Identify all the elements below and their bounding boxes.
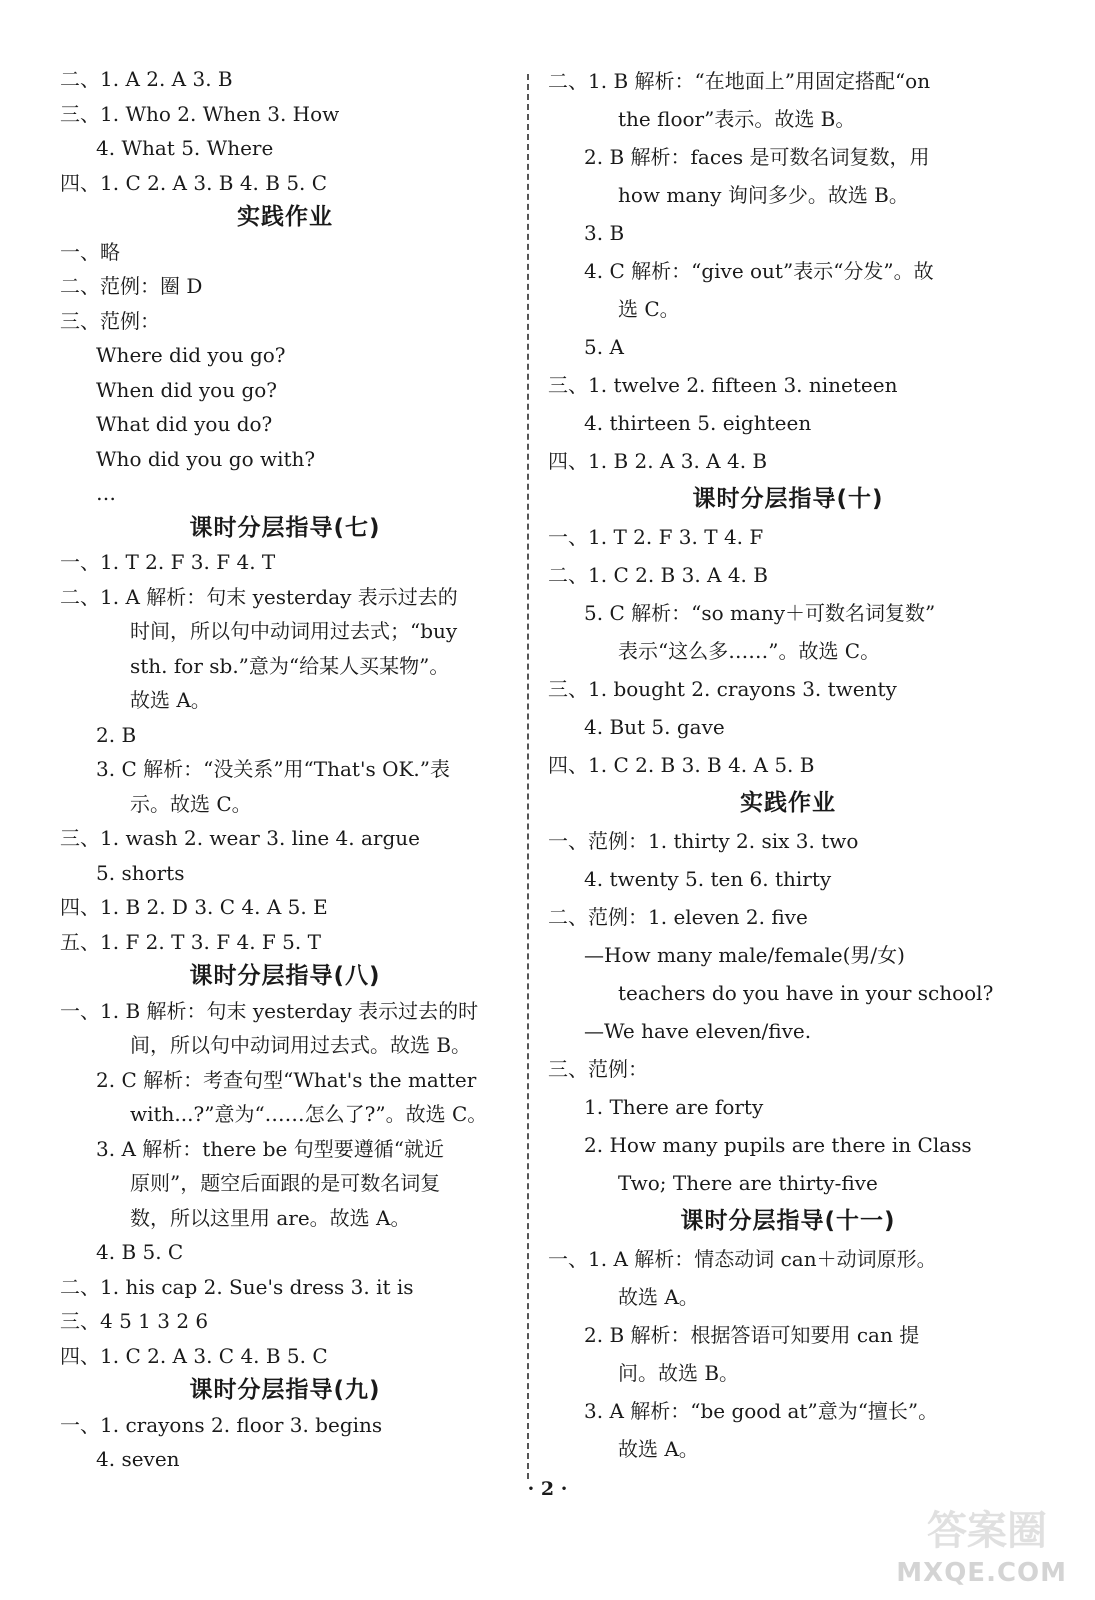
answer-line: 三、范例： [548,1057,648,1081]
answer-line: 三、4 5 1 3 2 6 [60,1309,209,1333]
answer-line: 4. What 5. Where [96,136,274,160]
section-heading: 课时分层指导(九) [189,1377,381,1403]
answer-line: … [96,481,116,505]
answer-line: 四、1. C 2. A 3. B 4. B 5. C [60,170,328,195]
left-column [60,62,510,1477]
answer-line: 二、范例：1. eleven 2. five [548,905,808,929]
answer-line: Where did you go? [96,343,286,367]
right-column [548,62,1028,1468]
page-number: · 2 · [527,1478,568,1500]
answer-line: 故选 A。 [130,688,211,712]
answer-line: sth. for sb.”意为“给某人买某物”。 [130,653,450,678]
answer-line: 三、1. bought 2. crayons 3. twenty [548,677,897,701]
answer-line: 故选 A。 [618,1285,699,1309]
section-heading: 课时分层指导(十) [692,486,884,512]
answer-line: 三、1. twelve 2. fifteen 3. nineteen [548,373,898,397]
answer-line: 选 C。 [618,297,680,321]
answer-line: 4. C 解析：“give out”表示“分发”。故 [584,259,934,283]
answer-line: 表示“这么多……”。故选 C。 [618,639,881,663]
section-heading: 实践作业 [237,204,333,230]
section-heading: 实践作业 [740,790,836,816]
answer-line: 二、1. his cap 2. Sue's dress 3. it is [60,1274,414,1299]
answer-line: 2. B [96,722,137,747]
answer-line: Two; There are thirty-five [618,1171,878,1195]
answer-line: 一、略 [60,239,120,264]
answer-line: 4. thirteen 5. eighteen [584,411,812,435]
answer-line: 四、1. B 2. D 3. C 4. A 5. E [60,895,328,919]
section-heading: 课时分层指导(八) [189,963,381,989]
answer-line: 时间，所以句中动词用过去式；“buy [130,619,458,643]
answer-line: 4. twenty 5. ten 6. thirty [584,867,832,891]
answer-line: 一、1. T 2. F 3. F 4. T [60,550,276,574]
answer-line: Who did you go with? [96,446,316,471]
answer-line: 2. How many pupils are there in Class [584,1133,972,1157]
answer-line: 2. B 解析：根据答语可知要用 can 提 [584,1323,920,1347]
answer-line: 二、范例：圈 D [60,274,203,298]
answer-line: When did you go? [96,377,278,402]
answer-line: 数，所以这里用 are。故选 A。 [130,1205,411,1230]
answer-line: 1. There are forty [584,1095,764,1119]
answer-line: 3. C 解析：“没关系”用“That's OK.”表 [96,757,450,781]
answer-line: 三、范例： [60,308,160,333]
answer-line: 三、1. Who 2. When 3. How [60,101,340,126]
answer-line: 原则”，题空后面跟的是可数名词复 [130,1171,441,1195]
answer-line: how many 询问多少。故选 B。 [618,183,909,207]
answer-line: 2. C 解析：考查句型“What's the matter [96,1067,477,1092]
answer-line: 一、1. A 解析：情态动词 can＋动词原形。 [548,1247,937,1271]
answer-line: 5. shorts [96,860,185,885]
answer-line: teachers do you have in your school? [618,981,994,1005]
answer-line: 二、1. C 2. B 3. A 4. B [548,563,768,587]
answer-line: —We have eleven/five. [584,1019,812,1043]
answer-line: 一、1. crayons 2. floor 3. begins [60,1412,383,1437]
section-heading: 课时分层指导(十一) [680,1208,896,1234]
answer-line: 5. C 解析：“so many＋可数名词复数” [584,601,936,625]
answer-line: 3. A 解析：“be good at”意为“擅长”。 [584,1399,939,1423]
answer-line: 一、1. T 2. F 3. T 4. F [548,525,764,549]
answer-line: 四、1. C 2. B 3. B 4. A 5. B [548,753,815,777]
answer-line: with...?”意为“……怎么了?”。故选 C。 [130,1102,488,1126]
answer-line: 3. B [584,221,625,245]
answer-line: 间，所以句中动词用过去式。故选 B。 [130,1033,472,1057]
answer-line: 5. A [584,335,624,359]
answer-line: the floor”表示。故选 B。 [618,107,856,131]
section-heading: 课时分层指导(七) [189,514,381,541]
watermark-logo: 答案圈 [927,1508,1047,1554]
answer-line: 4. But 5. gave [584,715,725,739]
answer-line: 一、范例：1. thirty 2. six 3. two [548,829,859,853]
answer-line: 四、1. C 2. A 3. C 4. B 5. C [60,1343,328,1368]
answer-line: 五、1. F 2. T 3. F 4. F 5. T [60,929,321,954]
answer-line: 问。故选 B。 [618,1361,740,1385]
watermark [872,1508,1077,1592]
column-divider [527,74,529,1479]
answer-line: 2. B 解析：faces 是可数名词复数，用 [584,145,930,169]
answer-line: 故选 A。 [618,1437,699,1461]
answer-line: What did you do? [96,412,273,436]
answer-line: 三、1. wash 2. wear 3. line 4. argue [60,826,420,850]
answer-line: 二、1. B 解析：“在地面上”用固定搭配“on [548,69,931,93]
answer-line: 一、1. B 解析：句末 yesterday 表示过去的时 [60,998,479,1023]
answer-line: 示。故选 C。 [130,791,252,816]
answer-line: —How many male/female(男/女) [584,943,905,967]
answer-line: 4. B 5. C [96,1240,184,1264]
answer-line: 二、1. A 解析：句末 yesterday 表示过去的 [60,584,458,609]
watermark-url: MXQE.COM [896,1558,1067,1588]
answer-line: 4. seven [96,1447,180,1471]
answer-line: 四、1. B 2. A 3. A 4. B [548,449,768,473]
answer-line: 二、1. A 2. A 3. B [60,67,233,91]
answer-line: 3. A 解析：there be 句型要遵循“就近 [96,1136,444,1161]
